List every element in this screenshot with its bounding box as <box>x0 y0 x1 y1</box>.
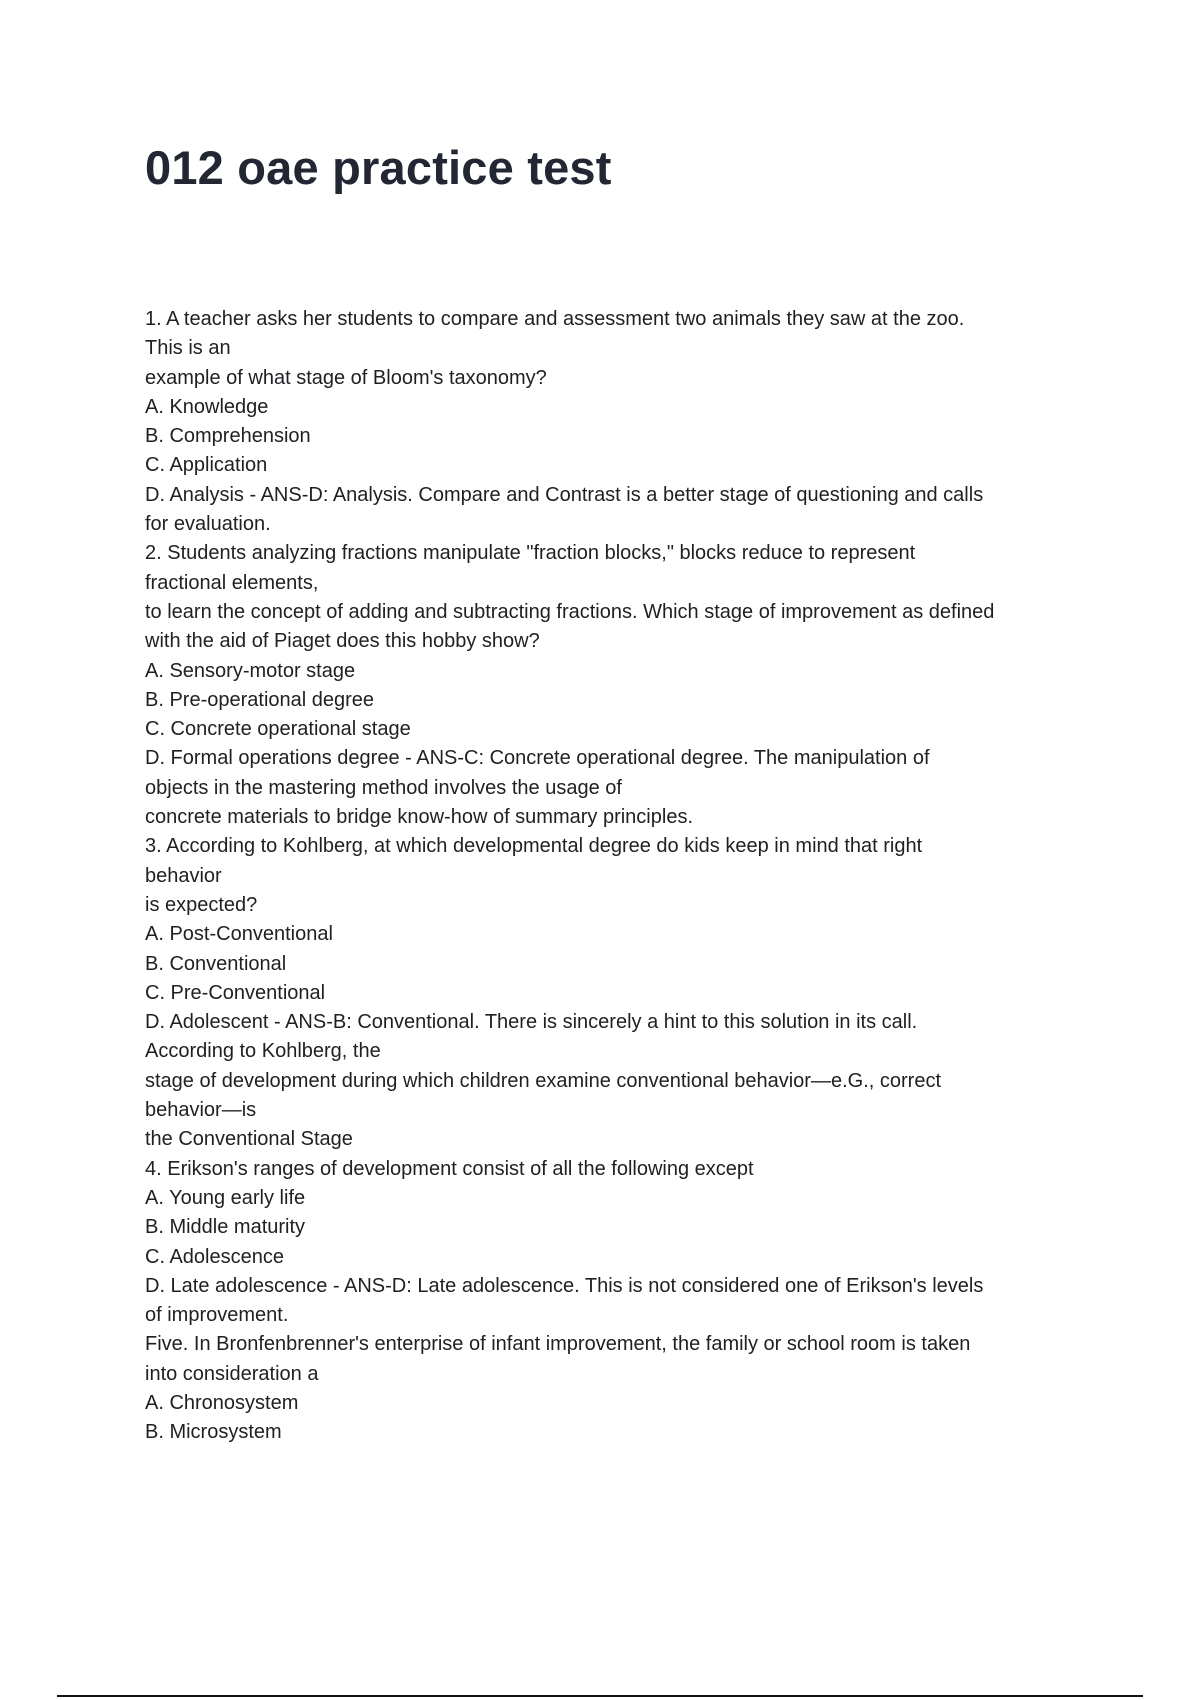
body-line: According to Kohlberg, the <box>145 1040 381 1063</box>
body-line: B. Conventional <box>145 952 287 975</box>
body-line: 1. A teacher asks her students to compare and assessment two animals they saw at the zoo. <box>145 308 965 330</box>
body-line: objects in the mastering method involves the usage of <box>145 776 622 799</box>
body-line: B. Middle maturity <box>145 1216 306 1239</box>
body-line: D. Adolescent - ANS-B: Conventional. There is sincerely a hint to this solution in its call. <box>145 1011 918 1034</box>
body-line: to learn the concept of adding and subtracting fractions. Which stage of improvement as defined <box>145 600 995 623</box>
document-title: 012 oae practice test <box>145 141 612 194</box>
body-line: C. Pre-Conventional <box>145 981 326 1004</box>
body-line: stage of development during which children examine conventional behavior—e.G., correct <box>145 1069 941 1092</box>
body-line: B. Comprehension <box>145 425 311 448</box>
body-line: behavior—is <box>145 1099 257 1122</box>
body-line: 3. According to Kohlberg, at which developmental degree do kids keep in mind that right <box>145 835 923 858</box>
body-line: D. Analysis - ANS-D: Analysis. Compare and Contrast is a better stage of questioning and calls <box>145 483 984 506</box>
body-line: example of what stage of Bloom's taxonomy? <box>145 366 547 389</box>
body-line: C. Application <box>145 454 268 477</box>
body-line: of improvement. <box>145 1304 289 1327</box>
body-line: with the aid of Piaget does this hobby show? <box>145 630 540 653</box>
body-line: into consideration a <box>145 1362 319 1385</box>
body-line: behavior <box>145 864 222 887</box>
body-line: A. Post-Conventional <box>145 923 333 946</box>
body-line: A. Knowledge <box>145 395 269 418</box>
document-body <box>145 305 1105 1448</box>
body-line: A. Young early life <box>145 1186 306 1209</box>
body-line: for evaluation. <box>145 513 271 536</box>
body-line: 4. Erikson's ranges of development consist of all the following except <box>145 1157 754 1180</box>
body-line: C. Concrete operational stage <box>145 718 411 741</box>
body-line: 2. Students analyzing fractions manipulate "fraction blocks," blocks reduce to represent <box>145 542 916 565</box>
body-line: fractional elements, <box>145 571 319 594</box>
footer-divider <box>57 1695 1143 1697</box>
body-line: D. Late adolescence - ANS-D: Late adolescence. This is not considered one of Erikson's levels <box>145 1274 984 1297</box>
body-line: D. Formal operations degree - ANS-C: Concrete operational degree. The manipulation of <box>145 747 930 770</box>
body-line: B. Microsystem <box>145 1421 282 1444</box>
body-line: A. Sensory-motor stage <box>145 659 356 682</box>
body-line: This is an <box>145 337 231 360</box>
body-line: Five. In Bronfenbrenner's enterprise of infant improvement, the family or school room is taken <box>145 1333 971 1356</box>
body-line: A. Chronosystem <box>145 1391 299 1414</box>
body-line: the Conventional Stage <box>145 1128 353 1151</box>
body-line: C. Adolescence <box>145 1245 284 1268</box>
body-line: is expected? <box>145 893 258 916</box>
body-line: B. Pre-operational degree <box>145 688 375 711</box>
body-line: concrete materials to bridge know-how of summary principles. <box>145 806 693 829</box>
